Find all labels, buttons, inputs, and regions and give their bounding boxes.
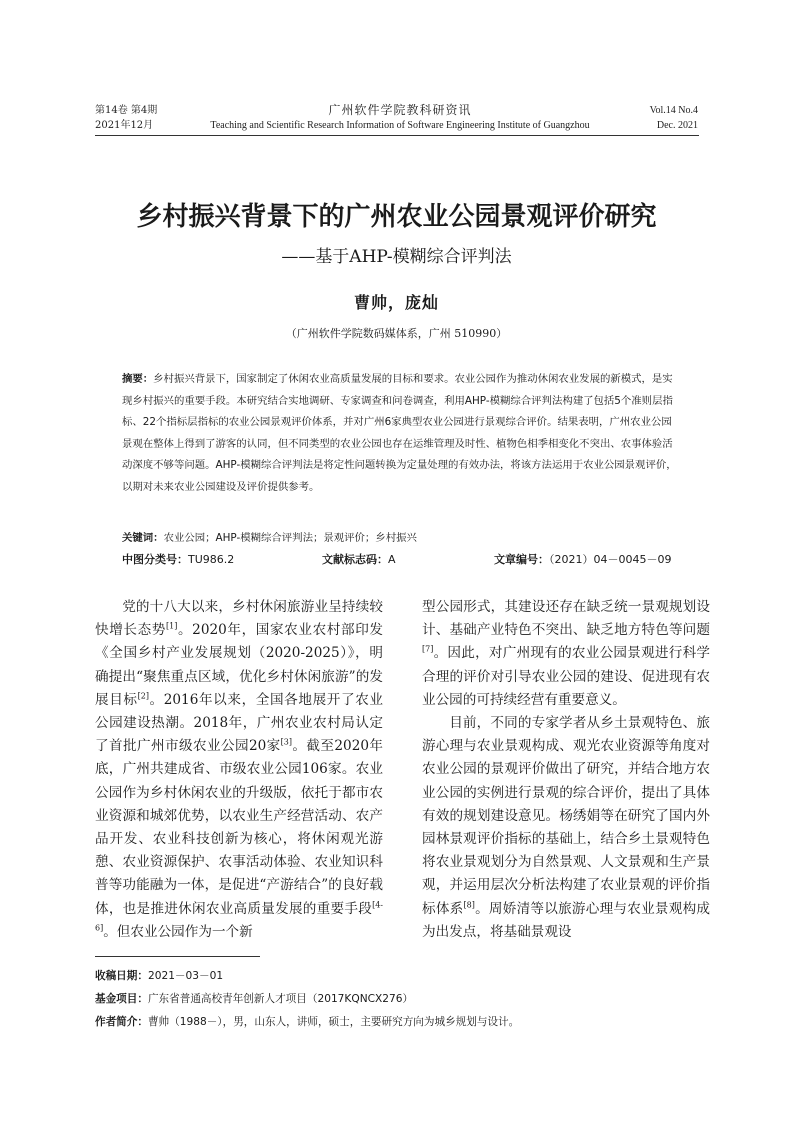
- header-date-en: Dec. 2021: [656, 120, 698, 131]
- journal-name-cn: 广州软件学院教科研资讯: [328, 103, 472, 117]
- footnote-author: [95, 1014, 519, 1029]
- article-number-label: 文章编号：: [494, 553, 549, 566]
- body-text: 党的十八大以来，乡村休闲旅游业呈持续较快增长态势: [95, 599, 383, 639]
- header-volume: 第14卷 第4期: [95, 105, 158, 116]
- fund-label: 基金项目：: [95, 993, 148, 1005]
- body-text: 。2016年以来，全国各地展开了农业公园建设热潮。2018年，广州农业农村局认定了首批广州市级农业公园20家: [95, 691, 383, 755]
- journal-name-en: Teaching and Scientific Research Information of Software Engineering Institute of Guangzhou: [210, 120, 590, 131]
- body-text: 。因此，对广州现有的农业公园景观进行科学合理的评价对引导农业公园的建设、促进现有农业公园的可持续经营有重要意义。: [422, 645, 710, 708]
- author-bio-label: 作者简介：: [95, 1016, 148, 1028]
- citation: [2]: [137, 691, 149, 701]
- header-volume-en: [650, 103, 698, 133]
- footnote-divider: [95, 956, 260, 957]
- citation: [8]: [463, 900, 475, 910]
- article-number-value: （2021）04－0045－09: [549, 553, 672, 566]
- body-text: 目前，不同的专家学者从乡土景观特色、旅游心理与农业景观构成、观光农业资源等角度对农业公园的景观评价做出了研究，并结合地方农业公园的实例进行景观的综合评价，提出了具体有效的规划建设意见。杨绣娟等在研究了国内外园林景观评价指标的基础上，结合乡土景观特色将农业景观划分为自然景观、人文景观和生产景观，并运用层次分析法构建了农业景观的评价指标体系: [422, 715, 710, 917]
- document-code: [322, 551, 396, 567]
- body-text: 。截至2020年底，广州共建成省、市级农业公园106家。农业公园作为乡村休闲农业的升级版，依托于都市农业资源和城郊优势，以农业生产经营活动、农产品开发、农业科技创新为核心，将休闲观光游憩、农业资源保护、农事活动体验、农业知识科普等功能融为一体，是促进“产游结合”的良好载体，也是推进休闲农业高质量发展的重要手段: [95, 738, 383, 917]
- received-value: 2021－03－01: [147, 970, 224, 982]
- received-label: 收稿日期：: [95, 970, 148, 982]
- footnote-fund: [95, 991, 413, 1006]
- paper-title: 乡村振兴背景下的广州农业公园景观评价研究: [136, 202, 657, 232]
- body-paragraph: [422, 596, 710, 712]
- abstract-label: 摘要：: [122, 373, 154, 385]
- footnote-received: [95, 968, 223, 983]
- abstract-text: 乡村振兴背景下，国家制定了休闲农业高质量发展的目标和要求。农业公园作为推动休闲农业发展的新模式，是实现乡村振兴的重要手段。本研究结合实地调研、专家调查和问卷调查，利用AHP-模糊综合评判法构建了包括5个准则层指标、22个指标层指标的农业公园景观评价体系，并对广州6家典型农业公园进行景观综合评价。结果表明，广州农业公园景观在整体上得到了游客的认同，但不同类型的农业公园也存在运维管理及时性、植物色相季相变化不突出、农事体验活动深度不够等问题。AHP-模糊综合评判法是将定性问题转换为定量处理的有效办法，将该方法运用于农业公园景观评价，以期对未来农业公园建设及评价提供参考。: [122, 373, 677, 493]
- paper-subtitle: ——基于AHP-模糊综合评判法: [281, 247, 512, 267]
- author-bio-value: 曹帅（1988－），男，山东人，讲师，硕士，主要研究方向为城乡规划与设计。: [147, 1016, 520, 1028]
- header-date: 2021年12月: [95, 120, 154, 131]
- keywords-label: 关键词：: [122, 532, 164, 544]
- body-column-left: [95, 596, 383, 944]
- abstract: [122, 369, 682, 498]
- citation: [7]: [422, 644, 434, 654]
- author-affiliation: （广州软件学院数码媒体系，广州 510990）: [285, 327, 508, 340]
- paper-authors: 曹帅，庞灿: [353, 293, 439, 312]
- keywords: [122, 529, 682, 544]
- body-text: 。2020年，国家农业农村部印发《全国乡村产业发展规划（2020-2025）》，明确提出“聚焦重点区域，优化乡村休闲旅游”的发展目标: [95, 622, 383, 708]
- clc-number: [122, 551, 234, 567]
- document-code-value: A: [388, 553, 396, 566]
- body-paragraph: [95, 596, 383, 944]
- body-text: 。但农业公园作为一个新: [103, 923, 253, 940]
- clc-value: TU986.2: [188, 553, 235, 566]
- body-column-right: [422, 596, 710, 944]
- header-journal: [200, 103, 600, 133]
- header-volume-en-line: Vol.14 No.4: [649, 105, 698, 116]
- fund-value: 广东省普通高校青年创新人才项目（2017KQNCX276）: [147, 993, 414, 1005]
- citation: [4-6]: [95, 900, 383, 933]
- header-divider: [95, 135, 699, 136]
- citation: [3]: [280, 737, 293, 747]
- keywords-text: 农业公园；AHP-模糊综合评判法；景观评价；乡村振兴: [163, 532, 417, 544]
- article-number: [494, 551, 671, 567]
- body-text: 。周娇清等以旅游心理与农业景观构成为出发点，将基础景观设: [422, 900, 711, 940]
- body-paragraph: [422, 712, 710, 944]
- citation: [1]: [166, 621, 178, 631]
- document-code-label: 文献标志码：: [322, 553, 388, 566]
- body-text: 型公园形式，其建设还存在缺乏统一景观规划设计、基础产业特色不突出、缺乏地方特色等问题: [422, 599, 710, 639]
- clc-label: 中图分类号：: [122, 553, 188, 566]
- header-volume-issue: [95, 103, 157, 133]
